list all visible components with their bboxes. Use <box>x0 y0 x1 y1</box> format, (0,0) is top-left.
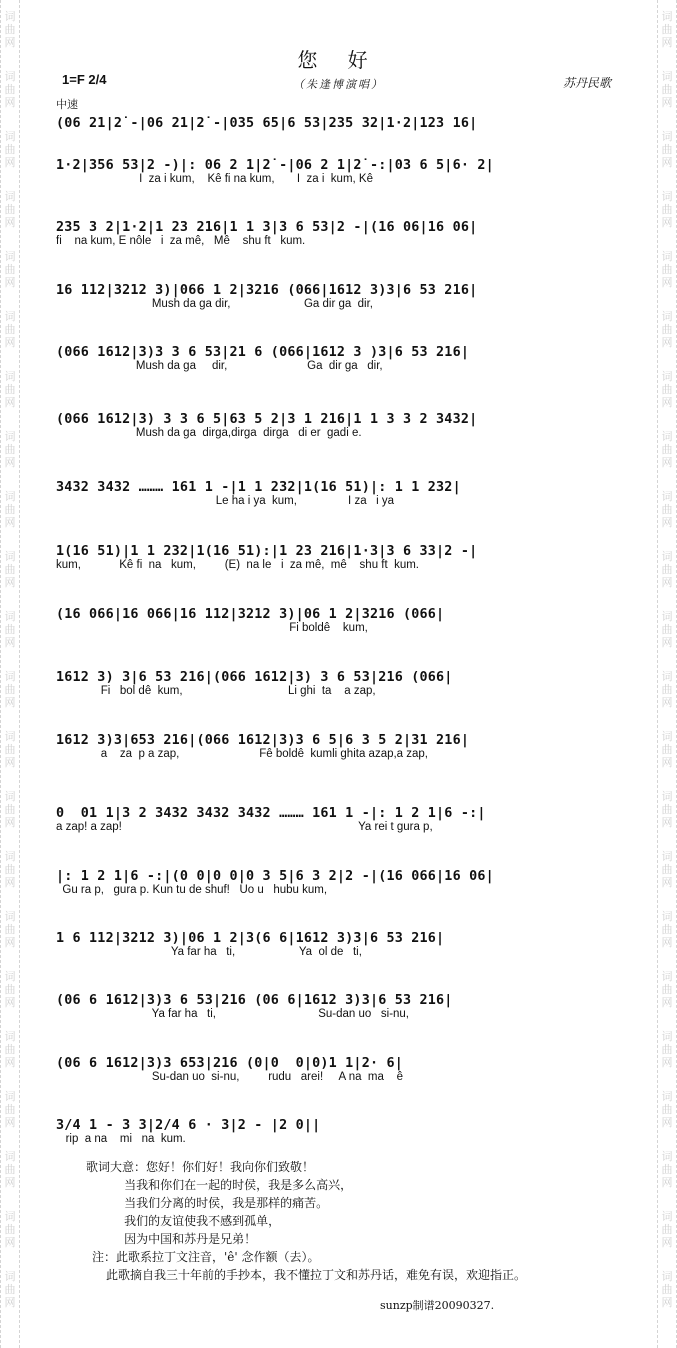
watermark-glyph: 网 <box>661 876 673 889</box>
score-line <box>56 412 621 439</box>
watermark-glyph: 曲 <box>661 563 673 576</box>
watermark-glyph: 词 <box>661 910 673 923</box>
notation-row: 3432 3432 ……… 161 1 -|1 1 232|1(16 51)|: 1 1 232| <box>56 480 461 495</box>
watermark-glyph: 曲 <box>4 143 16 156</box>
watermark-glyph: 词 <box>4 430 16 443</box>
watermark-glyph: 网 <box>4 156 16 169</box>
watermark-glyph: 曲 <box>661 503 673 516</box>
lyric-row: rip a na mi na kum. <box>56 1133 186 1145</box>
notation-row: (16 066|16 066|16 112|3212 3)|06 1 2|3216 (066| <box>56 607 445 622</box>
watermark-glyph: 词 <box>4 550 16 563</box>
watermark-glyph: 词 <box>4 10 16 23</box>
watermark-glyph: 网 <box>4 276 16 289</box>
watermark-glyph: 曲 <box>661 323 673 336</box>
watermark-glyph: 曲 <box>661 743 673 756</box>
meaning-line: 因为中国和苏丹是兄弟！ <box>86 1232 257 1246</box>
watermark-glyph: 曲 <box>661 1283 673 1296</box>
watermark-glyph: 曲 <box>4 1283 16 1296</box>
watermark-glyph: 词 <box>4 370 16 383</box>
watermark-glyph: 词 <box>661 250 673 263</box>
watermark-glyph: 曲 <box>661 143 673 156</box>
watermark-glyph: 曲 <box>661 623 673 636</box>
watermark-glyph: 曲 <box>4 203 16 216</box>
watermark-glyph: 网 <box>661 396 673 409</box>
watermark-glyph: 网 <box>661 276 673 289</box>
lyric-row: Mush da ga dir, Ga dir ga dir, <box>56 298 374 310</box>
lyric-row: kum, Kê fi na kum, (E) na le i za mê, mê shu ft kum. <box>56 559 419 571</box>
watermark-glyph: 曲 <box>661 683 673 696</box>
lyric-row: Fi boldê kum, <box>56 622 368 634</box>
watermark-glyph: 词 <box>4 1210 16 1223</box>
watermark-glyph: 网 <box>4 1296 16 1309</box>
watermark-glyph: 词 <box>661 1030 673 1043</box>
notation-row: (06 6 1612|3)3 6 53|216 (06 6|1612 3)3|6 53 216| <box>56 993 453 1008</box>
watermark-glyph: 网 <box>4 756 16 769</box>
watermark-glyph: 网 <box>4 936 16 949</box>
watermark-glyph: 词 <box>661 10 673 23</box>
score-line <box>56 869 621 896</box>
watermark-glyph: 词 <box>661 850 673 863</box>
notation-row: 3/4 1 - 3 3|2/4 6 · 3|2 - |2 0|| <box>56 1118 321 1133</box>
watermark-glyph: 网 <box>661 696 673 709</box>
notation-row: 1·2|356 53|2 -)|: 06 2 1|2̇ -|06 2 1|2̇ -:|03 6 5|6· 2| <box>56 158 494 173</box>
watermark-glyph: 曲 <box>661 263 673 276</box>
watermark-glyph: 网 <box>4 36 16 49</box>
watermark-glyph: 网 <box>4 696 16 709</box>
watermark-glyph: 网 <box>661 96 673 109</box>
watermark-glyph: 曲 <box>4 1163 16 1176</box>
watermark-glyph: 曲 <box>4 83 16 96</box>
watermark-glyph: 词 <box>4 130 16 143</box>
watermark-glyph: 词 <box>4 730 16 743</box>
lyric-row: fi na kum, E nôle i za mê, Mê shu ft kum. <box>56 235 306 247</box>
watermark-glyph: 网 <box>4 816 16 829</box>
watermark-glyph: 词 <box>4 910 16 923</box>
lyric-row: Ya far ha ti, Ya ol de ti, <box>56 946 362 958</box>
score-line <box>56 1118 621 1145</box>
performer-credit: （朱逢博演唱） <box>293 79 384 91</box>
song-title: 您 好 <box>297 48 380 72</box>
score-line <box>56 480 621 507</box>
notation-row: (066 1612|3) 3 3 6 5|63 5 2|3 1 216|1 1 3 3 2 3432| <box>56 412 478 427</box>
notation-row: 16 112|3212 3)|066 1 2|3216 (066|1612 3)3|6 53 216| <box>56 283 478 298</box>
score-line <box>56 158 621 185</box>
notation-row: |: 1 2 1|6 -:|(0 0|0 0|0 3 5|6 3 2|2 -|(16 066|16 06| <box>56 869 494 884</box>
watermark-glyph: 网 <box>4 516 16 529</box>
watermark-glyph: 曲 <box>4 503 16 516</box>
watermark-glyph: 词 <box>661 310 673 323</box>
watermark-glyph: 曲 <box>4 563 16 576</box>
watermark-glyph: 词 <box>661 190 673 203</box>
watermark-glyph: 网 <box>661 1296 673 1309</box>
watermark-glyph: 词 <box>661 1210 673 1223</box>
watermark-glyph: 曲 <box>661 383 673 396</box>
watermark-glyph: 词 <box>4 190 16 203</box>
watermark-glyph: 网 <box>661 156 673 169</box>
watermark-glyph: 曲 <box>4 1103 16 1116</box>
score-line <box>56 220 621 247</box>
lyric-row: a zap! a zap! Ya rei t gura p, <box>56 821 433 833</box>
watermark-glyph: 曲 <box>661 863 673 876</box>
footnote-source: 此歌摘自我三十年前的手抄本，我不懂拉丁文和苏丹话，难免有误，欢迎指正。 <box>106 1268 527 1282</box>
score-line <box>56 733 621 760</box>
notation-row: 1 6 112|3212 3)|06 1 2|3(6 6|1612 3)3|6 53 216| <box>56 931 445 946</box>
watermark-glyph: 词 <box>661 1090 673 1103</box>
watermark-glyph: 词 <box>661 790 673 803</box>
watermark-glyph: 曲 <box>661 923 673 936</box>
watermark-glyph: 曲 <box>4 863 16 876</box>
score-line <box>56 544 621 571</box>
watermark-glyph: 曲 <box>661 203 673 216</box>
watermark-glyph: 曲 <box>661 443 673 456</box>
score-line <box>56 283 621 310</box>
watermark-glyph: 词 <box>4 250 16 263</box>
score-line <box>56 806 621 833</box>
watermark-glyph: 网 <box>661 1176 673 1189</box>
score-line <box>56 1056 621 1083</box>
watermark-glyph: 词 <box>661 130 673 143</box>
watermark-glyph: 网 <box>4 1236 16 1249</box>
watermark-glyph: 网 <box>4 876 16 889</box>
watermark-glyph: 曲 <box>661 23 673 36</box>
watermark-glyph: 词 <box>4 70 16 83</box>
watermark-glyph: 词 <box>661 550 673 563</box>
watermark-glyph: 网 <box>4 216 16 229</box>
watermark-glyph: 词 <box>4 850 16 863</box>
key-signature: 1=F 2/4 <box>62 72 107 87</box>
meaning-line: 当我和你们在一起的时侯，我是多么高兴， <box>86 1178 353 1192</box>
watermark-glyph: 词 <box>4 490 16 503</box>
watermark-glyph: 曲 <box>4 323 16 336</box>
watermark-glyph: 曲 <box>4 443 16 456</box>
watermark-glyph: 曲 <box>4 983 16 996</box>
watermark-glyph: 词 <box>661 490 673 503</box>
tempo-marking: 中速 <box>56 99 78 111</box>
notation-row: (06 21|2̇ -|06 21|2̇ -|035 65|6 53|235 32|1·2|123 16| <box>56 116 478 131</box>
score-line <box>56 116 621 131</box>
watermark-glyph: 词 <box>661 670 673 683</box>
score-line <box>56 345 621 372</box>
lyrics-meaning <box>86 1158 566 1284</box>
watermark-glyph: 词 <box>661 70 673 83</box>
watermark-glyph: 网 <box>4 1176 16 1189</box>
watermark-glyph: 曲 <box>4 923 16 936</box>
watermark-glyph: 网 <box>661 1056 673 1069</box>
song-origin: 苏丹民歌 <box>562 76 611 90</box>
watermark-glyph: 词 <box>661 730 673 743</box>
lyric-row: Mush da ga dirga,dirga dirga di er gadi e. <box>56 427 362 439</box>
watermark-glyph: 网 <box>661 936 673 949</box>
watermark-glyph: 曲 <box>661 1103 673 1116</box>
watermark-glyph: 曲 <box>4 1043 16 1056</box>
watermark-glyph: 网 <box>661 36 673 49</box>
lyric-row: Ya far ha ti, Su-dan uo si-nu, <box>56 1008 410 1020</box>
watermark-glyph: 网 <box>661 576 673 589</box>
watermark-glyph: 词 <box>4 1030 16 1043</box>
watermark-glyph: 词 <box>661 370 673 383</box>
watermark-glyph: 曲 <box>4 623 16 636</box>
watermark-glyph: 曲 <box>661 1223 673 1236</box>
watermark-glyph: 词 <box>661 610 673 623</box>
watermark-glyph: 网 <box>4 456 16 469</box>
watermark-glyph: 曲 <box>4 1223 16 1236</box>
watermark-glyph: 网 <box>4 636 16 649</box>
lyric-row: Mush da ga dir, Ga dir ga dir, <box>56 360 383 372</box>
watermark-glyph: 词 <box>4 670 16 683</box>
watermark-glyph: 词 <box>4 1090 16 1103</box>
watermark-glyph: 网 <box>661 456 673 469</box>
transcriber-signature: sunzp制谱20090327. <box>380 1299 495 1312</box>
watermark-glyph: 曲 <box>661 983 673 996</box>
watermark-glyph: 网 <box>4 576 16 589</box>
meaning-line: 我们的友谊使我不感到孤单， <box>86 1214 281 1228</box>
watermark-glyph: 曲 <box>661 83 673 96</box>
watermark-glyph: 词 <box>661 970 673 983</box>
watermark-glyph: 词 <box>4 970 16 983</box>
watermark-glyph: 网 <box>661 1116 673 1129</box>
watermark-glyph: 网 <box>661 216 673 229</box>
watermark-glyph: 网 <box>661 636 673 649</box>
score-line <box>56 931 621 958</box>
watermark-glyph: 词 <box>661 430 673 443</box>
watermark-glyph: 网 <box>661 516 673 529</box>
watermark-left <box>0 0 20 1348</box>
watermark-glyph: 词 <box>4 1270 16 1283</box>
meaning-line: 当我们分离的时侯，我是那样的痛苦。 <box>86 1196 329 1210</box>
watermark-glyph: 网 <box>4 1056 16 1069</box>
meaning-line: 歌词大意：您好！你们好！我向你们致敬！ <box>86 1160 315 1174</box>
notation-row: 1612 3) 3|6 53 216|(066 1612|3) 3 6 53|216 (066| <box>56 670 453 685</box>
watermark-glyph: 词 <box>4 790 16 803</box>
watermark-glyph: 曲 <box>4 803 16 816</box>
watermark-glyph: 网 <box>661 996 673 1009</box>
watermark-glyph: 网 <box>4 996 16 1009</box>
watermark-glyph: 网 <box>661 336 673 349</box>
notation-row: 0 01 1|3 2 3432 3432 3432 ……… 161 1 -|: 1 2 1|6 -:| <box>56 806 486 821</box>
score-line <box>56 993 621 1020</box>
watermark-glyph: 词 <box>4 610 16 623</box>
watermark-glyph: 曲 <box>4 383 16 396</box>
watermark-glyph: 曲 <box>661 1163 673 1176</box>
watermark-right <box>657 0 677 1348</box>
lyric-row: I za i kum, Kê fi na kum, I za i kum, Kê <box>56 173 373 185</box>
watermark-glyph: 网 <box>4 1116 16 1129</box>
notation-row: (066 1612|3)3 3 6 53|21 6 (066|1612 3 )3|6 53 216| <box>56 345 470 360</box>
footnote-pronunciation: 注：此歌系拉丁文注音，'ê' 念作额（去）。 <box>92 1250 320 1264</box>
notation-row: 1612 3)3|653 216|(066 1612|3)3 6 5|6 3 5 2|31 216| <box>56 733 470 748</box>
lyric-row: a za p a zap, Fê boldê kumli ghita azap,a zap, <box>56 748 429 760</box>
watermark-glyph: 曲 <box>4 683 16 696</box>
watermark-glyph: 网 <box>661 756 673 769</box>
notation-row: (06 6 1612|3)3 653|216 (0|0 0|0)1 1|2· 6| <box>56 1056 403 1071</box>
watermark-glyph: 词 <box>661 1270 673 1283</box>
lyric-row: Su-dan uo si-nu, rudu arei! A na ma ê <box>56 1071 404 1083</box>
notation-row: 235 3 2|1·2|1 23 216|1 1 3|3 6 53|2 -|(16 06|16 06| <box>56 220 478 235</box>
score-line <box>56 670 621 697</box>
watermark-glyph: 网 <box>4 96 16 109</box>
watermark-glyph: 词 <box>661 1150 673 1163</box>
watermark-glyph: 网 <box>4 396 16 409</box>
lyric-row: Fi bol dê kum, Li ghi ta a zap, <box>56 685 376 697</box>
lyric-row: Le ha i ya kum, I za i ya <box>56 495 395 507</box>
notation-row: 1(16 51)|1 1 232|1(16 51):|1 23 216|1·3|3 6 33|2 -| <box>56 544 478 559</box>
watermark-glyph: 词 <box>4 1150 16 1163</box>
lyric-row: Gu ra p, gura p. Kun tu de shuf! Uo u hubu kum, <box>56 884 328 896</box>
watermark-glyph: 曲 <box>4 263 16 276</box>
watermark-glyph: 曲 <box>4 743 16 756</box>
watermark-glyph: 网 <box>661 1236 673 1249</box>
watermark-glyph: 词 <box>4 310 16 323</box>
watermark-glyph: 曲 <box>661 1043 673 1056</box>
watermark-glyph: 网 <box>4 336 16 349</box>
watermark-glyph: 网 <box>661 816 673 829</box>
watermark-glyph: 曲 <box>661 803 673 816</box>
watermark-glyph: 曲 <box>4 23 16 36</box>
score-line <box>56 607 621 634</box>
